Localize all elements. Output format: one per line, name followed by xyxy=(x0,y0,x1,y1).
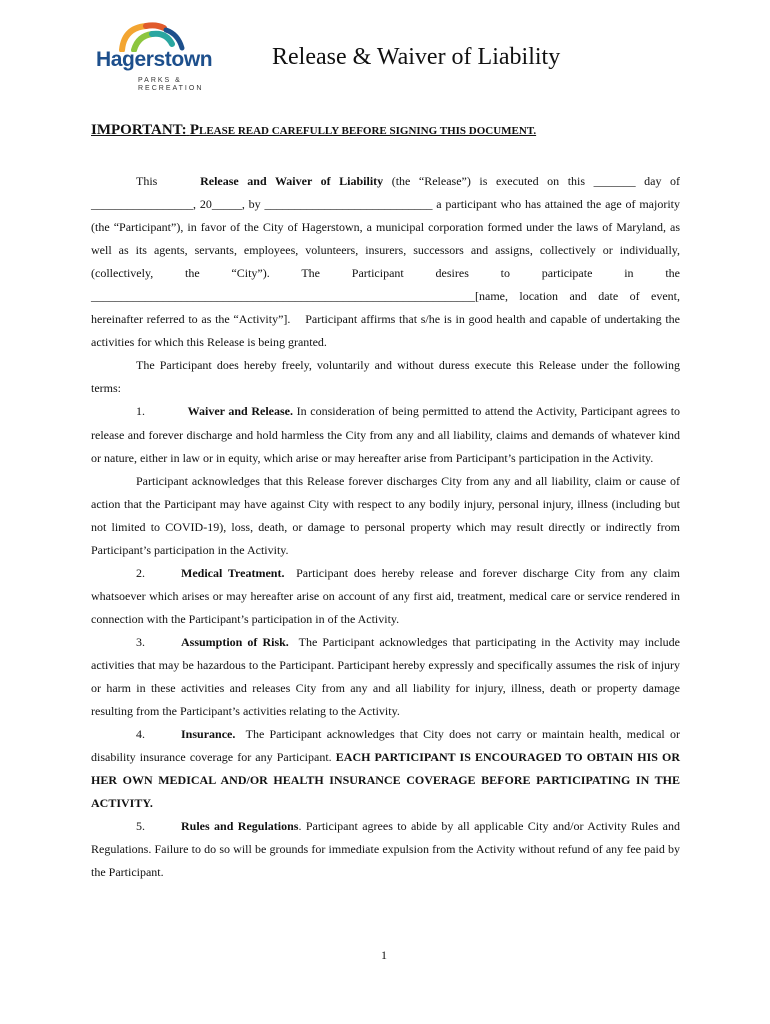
intro-body: _________________, 20_____, by ____________________________ a participant who has attained the age of majority (the “Participant”), in favor of the City of Hagerstown, a municipal corporation formed under the laws of Maryland, as well as its agents, servants, employees, volunteers, insurers, successors and assigns, collectively or individually, (collectively, the “City”). The Participant desires to participate in the xyxy=(91,197,680,281)
section-heading: Waiver and Release. xyxy=(187,404,294,419)
document-title: Release & Waiver of Liability xyxy=(272,44,561,70)
intro-affirms: Participant affirms that s/he is in good health and capable of undertaking the activities for which this Release is being granted. xyxy=(91,312,680,350)
section-number: 4. xyxy=(136,727,145,742)
logo-subtitle xyxy=(138,77,203,93)
section-text: In consideration of being permitted to attend the Activity, Participant agrees to release and forever discharge and hold harmless the City from any and all liability, claims and demands of whatever kind or nature, either in law or in equity, which arise or may hereafter arise from Participant’s participation in the Activity. xyxy=(91,404,681,465)
logo-wordmark: Hagerstown xyxy=(96,48,213,71)
intro-this: This xyxy=(136,174,158,188)
intro-executed: (the “Release”) is executed on this _______ day of xyxy=(391,174,680,188)
document-body xyxy=(91,170,680,884)
page-number: 1 xyxy=(381,948,387,962)
section-5 xyxy=(91,815,680,884)
section-text: The Participant acknowledges that participating in the Activity may include activities that may be hazardous to the Participant. Participant hereby expressly and specifically assumes the risk of injury or harm in these activities and releases City from any and all liability for injury, illness, death or property damage resulting from the Participant’s activities relating to the Activity. xyxy=(91,634,680,719)
section-number: 2. xyxy=(136,565,145,580)
hagerstown-logo xyxy=(96,22,216,92)
intro-blank-line: ________________________________________________________________[name, location and date of xyxy=(91,289,640,304)
section-3 xyxy=(91,631,680,723)
intro-paragraph xyxy=(91,193,680,354)
section-text: The Participant acknowledges that City does not carry or maintain health, medical or disability insurance coverage for any Participant. xyxy=(91,727,680,765)
section-heading: Rules and Regulations xyxy=(181,819,299,834)
important-lead: IMPORTANT: xyxy=(91,122,187,138)
logo-subtitle-line-2: RECREATION xyxy=(138,85,204,92)
section-1 xyxy=(91,400,680,469)
section-number: 5. xyxy=(136,819,145,834)
section-1-continued: Participant acknowledges that this Release forever discharges City from any and all liability, claim or cause of action that the Participant may have against City with respect to any bodily injury, personal injury, illness (including but not limited to COVID-19), loss, death, or damage to personal property which may result directly or indirectly from Participant’s participation in the Activity. xyxy=(91,473,680,557)
intro-event: event, hereinafter referred to as the “Activity”]. xyxy=(91,289,681,327)
intro-bold-title: Release and Waiver of Liability xyxy=(200,174,384,188)
important-notice xyxy=(91,122,536,139)
section-4 xyxy=(91,723,680,815)
section-bold-notice: EACH PARTICIPANT IS ENCOURAGED TO OBTAIN HIS OR HER OWN MEDICAL AND/OR HEALTH INSURANCE COVERAGE BEFORE PARTICIPATING IN THE ACTIVITY. xyxy=(91,750,681,811)
important-initial: P xyxy=(189,122,199,138)
intro-line-1 xyxy=(91,170,680,193)
section-2 xyxy=(91,562,680,631)
section-number: 1. xyxy=(136,404,145,419)
section-text: . Participant agrees to abide by all applicable City and/or Activity Rules and Regulations. Failure to do so will be grounds for immediate expulsion from the Activity without refund of any fee paid by the Participant. xyxy=(91,819,680,880)
section-heading: Medical Treatment. xyxy=(181,565,285,580)
section-number: 3. xyxy=(136,634,145,649)
terms-intro: The Participant does hereby freely, voluntarily and without duress execute this Release under the following terms: xyxy=(91,358,680,396)
logo-subtitle-line-1: PARKS & xyxy=(138,77,182,84)
section-text: Participant does hereby release and forever discharge City from any claim whatsoever which arises or may hereafter arise on account of any first aid, treatment, medical care or service rendered in connection with the Participant’s participation in of the Activity. xyxy=(91,565,681,626)
important-rest: LEASE READ CAREFULLY BEFORE SIGNING THIS DOCUMENT. xyxy=(199,125,537,137)
section-heading: Insurance. xyxy=(181,727,236,742)
section-heading: Assumption of Risk. xyxy=(181,634,289,649)
